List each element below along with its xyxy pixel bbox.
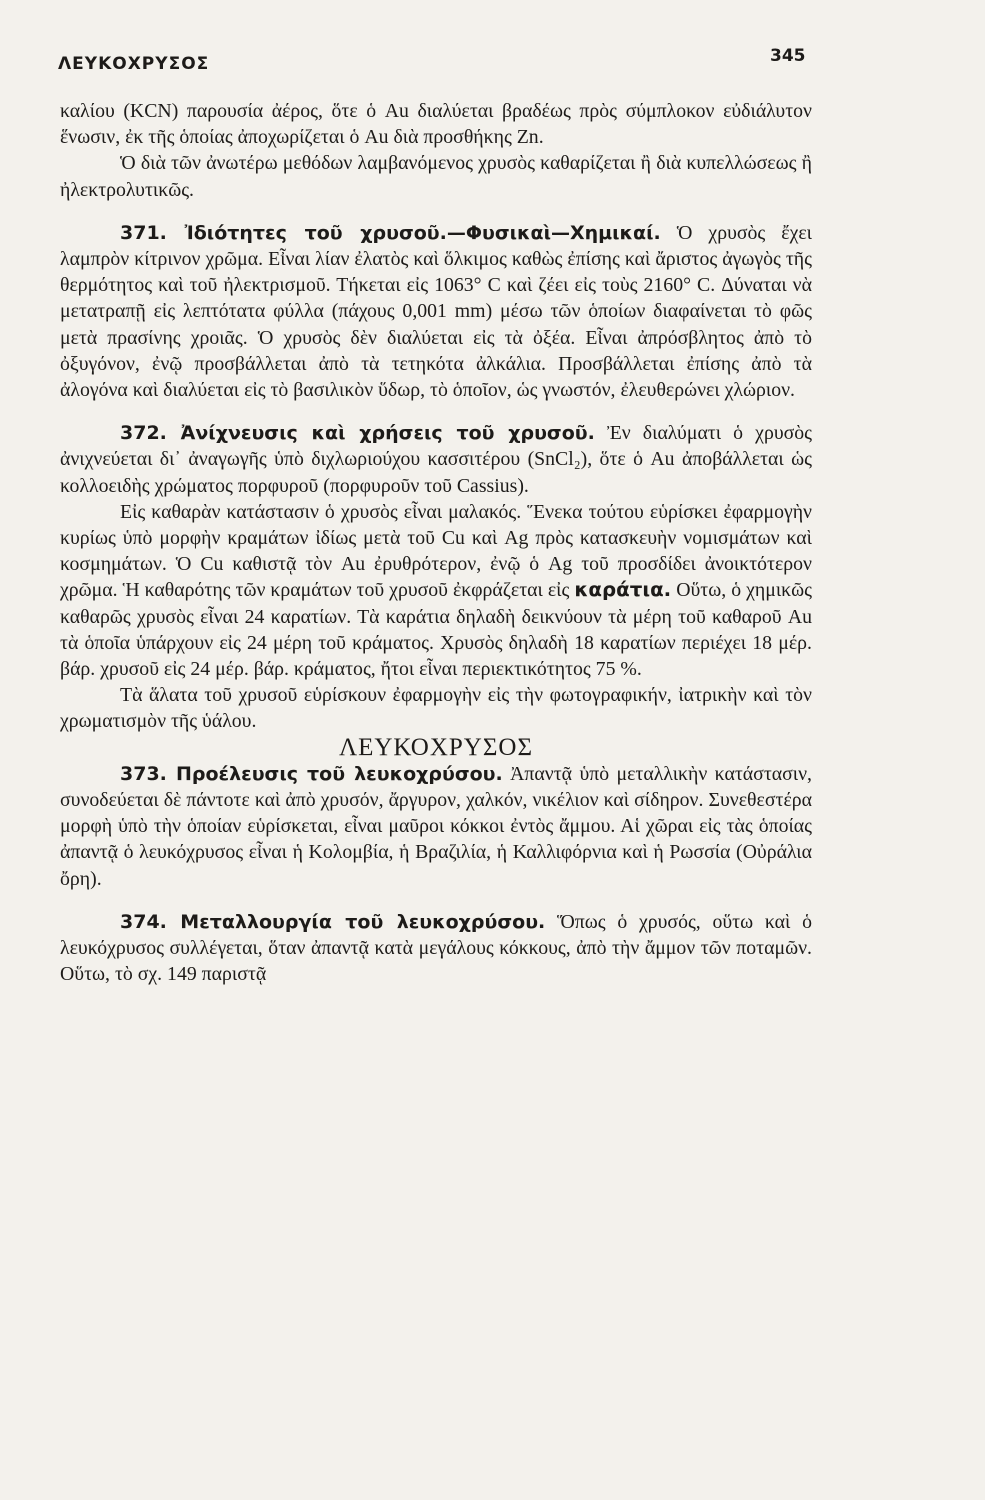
paragraph: Τὰ ἅλατα τοῦ χρυσοῦ εὑρίσκουν ἐφαρμογὴν εἰς τὴν φωτογραφικήν, ἰατρικὴν καὶ τὸν χρωματισμὸν τῆς ὑάλου. xyxy=(60,684,812,733)
section-heading: 374. Μεταλλουργία τοῦ λευκοχρύσου. xyxy=(120,910,546,933)
page-body xyxy=(60,98,812,988)
section-heading: 371. Ἰδιότητες τοῦ χρυσοῦ.—Φυσικαὶ—Χημικαί. xyxy=(120,221,661,244)
section-text: Ὅπως ὁ χρυσός, οὕτω καὶ ὁ λευκόχρυσος συλλέγεται, ὅταν ἀπαντᾷ κατὰ μεγάλους κόκκους, ἀπὸ τὴν ἄμμον τῶν ποταμῶν. Οὕτω, τὸ σχ. 149 παριστᾷ xyxy=(60,910,812,986)
section-heading: 373. Προέλευσις τοῦ λευκοχρύσου. xyxy=(120,762,503,785)
section-372 xyxy=(60,420,812,499)
paragraph: καλίου (KCN) παρουσία ἀέρος, ὅτε ὁ Au διαλύεται βραδέως πρὸς σύμπλοκον εὐδιάλυτον ἕνωσιν, ἐκ τῆς ὁποίας ἀποχωρίζεται ὁ Au διὰ προσθήκης Zn. xyxy=(60,100,812,149)
section-text: Ὁ χρυσὸς ἔχει λαμπρὸν κίτρινον χρῶμα. Εἶναι λίαν ἐλατὸς καὶ ὅλκιμος καθὼς ἐπίσης καὶ ἄριστος ἀγωγὸς τῆς θερμότητος καὶ τοῦ ἠλεκτρισμοῦ. Τήκεται εἰς 1063° C καὶ ζέει εἰς τοὺς 2160° C. Δύναται νὰ μετατραπῇ εἰς λεπτότατα φύλλα (πάχους 0,001 mm) μέσω τῶν ὁποίων διαφαίνεται τὸ φῶς μετὰ πρασίνης χροιᾶς. Ὁ χρυσὸς δὲν διαλύεται εἰς τὰ ὀξέα. Εἶναι ἀπρόσβλητος ἀπὸ τὸ ὀξυγόνον, ἐνῷ προσβάλλεται ἀπὸ τὰ τετηκότα ἀλκάλια. Προσβάλλεται ἐπίσης ἀπὸ τὰ ἀλογόνα καὶ διαλύεται εἰς τὸ βασιλικὸν ὕδωρ, τὸ ὁποῖον, ὡς γνωστόν, ἐλευθερώνει χλώριον. xyxy=(60,221,813,402)
section-371 xyxy=(60,220,812,403)
paragraph xyxy=(60,499,812,682)
section-373 xyxy=(60,761,812,892)
section-374 xyxy=(60,909,812,988)
paragraph-text: Οὕτω, ὁ χημικῶς καθαρῶς χρυσὸς εἶναι 24 καρατίων. Τὰ καράτια δηλαδὴ δεικνύουν τὰ μέρη τοῦ καθαροῦ Au τὰ ὁποῖα ὑπάρχουν εἰς 24 μέρη τοῦ κράματος. Χρυσὸς δηλαδὴ 18 καρατίων περιέχει 18 μέρ. βάρ. χρυσοῦ εἰς 24 μέρ. βάρ. κράματος, ἤτοι εἶναι περιεκτικότητος 75 %. xyxy=(60,579,812,681)
section-text: Ἀπαντᾷ ὑπὸ μεταλλικὴν κατάστασιν, συνοδεύεται δὲ πάντοτε καὶ ἀπὸ χρυσόν, ἄργυρον, χαλκόν, νικέλιον καὶ σίδηρον. Συνεθεστέρα μορφὴ ὑπὸ τὴν ὁποίαν εὑρίσκεται, εἶναι μαῦροι κόκκοι ἐντὸς ἄμμου. Αἱ χῶραι εἰς τὰς ὁποίας ἀπαντᾷ ὁ λευκόχρυσος εἶναι ἡ Κολομβία, ἡ Βραζιλία, ἡ Καλλιφόρνια καὶ ἡ Ρωσσία (Οὐράλια ὄρη). xyxy=(60,762,813,890)
chapter-title: ΛΕΥΚΟΧΡΥΣΟΣ xyxy=(338,733,533,761)
running-head: ΛΕΥΚΟΧΡΥΣΟΣ xyxy=(58,54,210,74)
bold-term: καράτια. xyxy=(574,578,672,602)
section-heading: 372. Ἀνίχνευσις καὶ χρήσεις τοῦ χρυσοῦ. xyxy=(120,422,595,445)
section-text: Ἐν διαλύματι ὁ χρυσὸς ἀνιχνεύεται δι᾽ ἀναγωγῆς ὑπὸ διχλωριούχου κασσιτέρου (SnCl₂), ὅτε ὁ Au ἀποβάλλεται ὡς κολλοειδὴς χρώματος πορφυροῦ (πορφυροῦν τοῦ Cassius). xyxy=(60,422,813,497)
paragraph-text: Εἰς καθαρὰν κατάστασιν ὁ χρυσὸς εἶναι μαλακός. Ἕνεκα τούτου εὑρίσκει ἐφαρμογὴν κυρίως ὑπὸ μορφὴν κραμάτων ἰδίως μετὰ τοῦ Cu καὶ Ag πρὸς κατασκευὴν νομισμάτων καὶ κοσμημάτων. Ὁ Cu καθιστᾷ τὸν Au ἐρυθρότερον, ἐνῷ ὁ Ag τοῦ προσδίδει ἀνοικτότερον χρῶμα. Ἡ καθαρότης τῶν κραμάτων τοῦ χρυσοῦ ἐκφράζεται εἰς xyxy=(60,500,812,602)
paragraph: Ὁ διὰ τῶν ἀνωτέρω μεθόδων λαμβανόμενος χρυσὸς καθαρίζεται ἢ διὰ κυπελλώσεως ἢ ἠλεκτρολυτικῶς. xyxy=(60,152,812,201)
page-number: 345 xyxy=(770,46,806,66)
